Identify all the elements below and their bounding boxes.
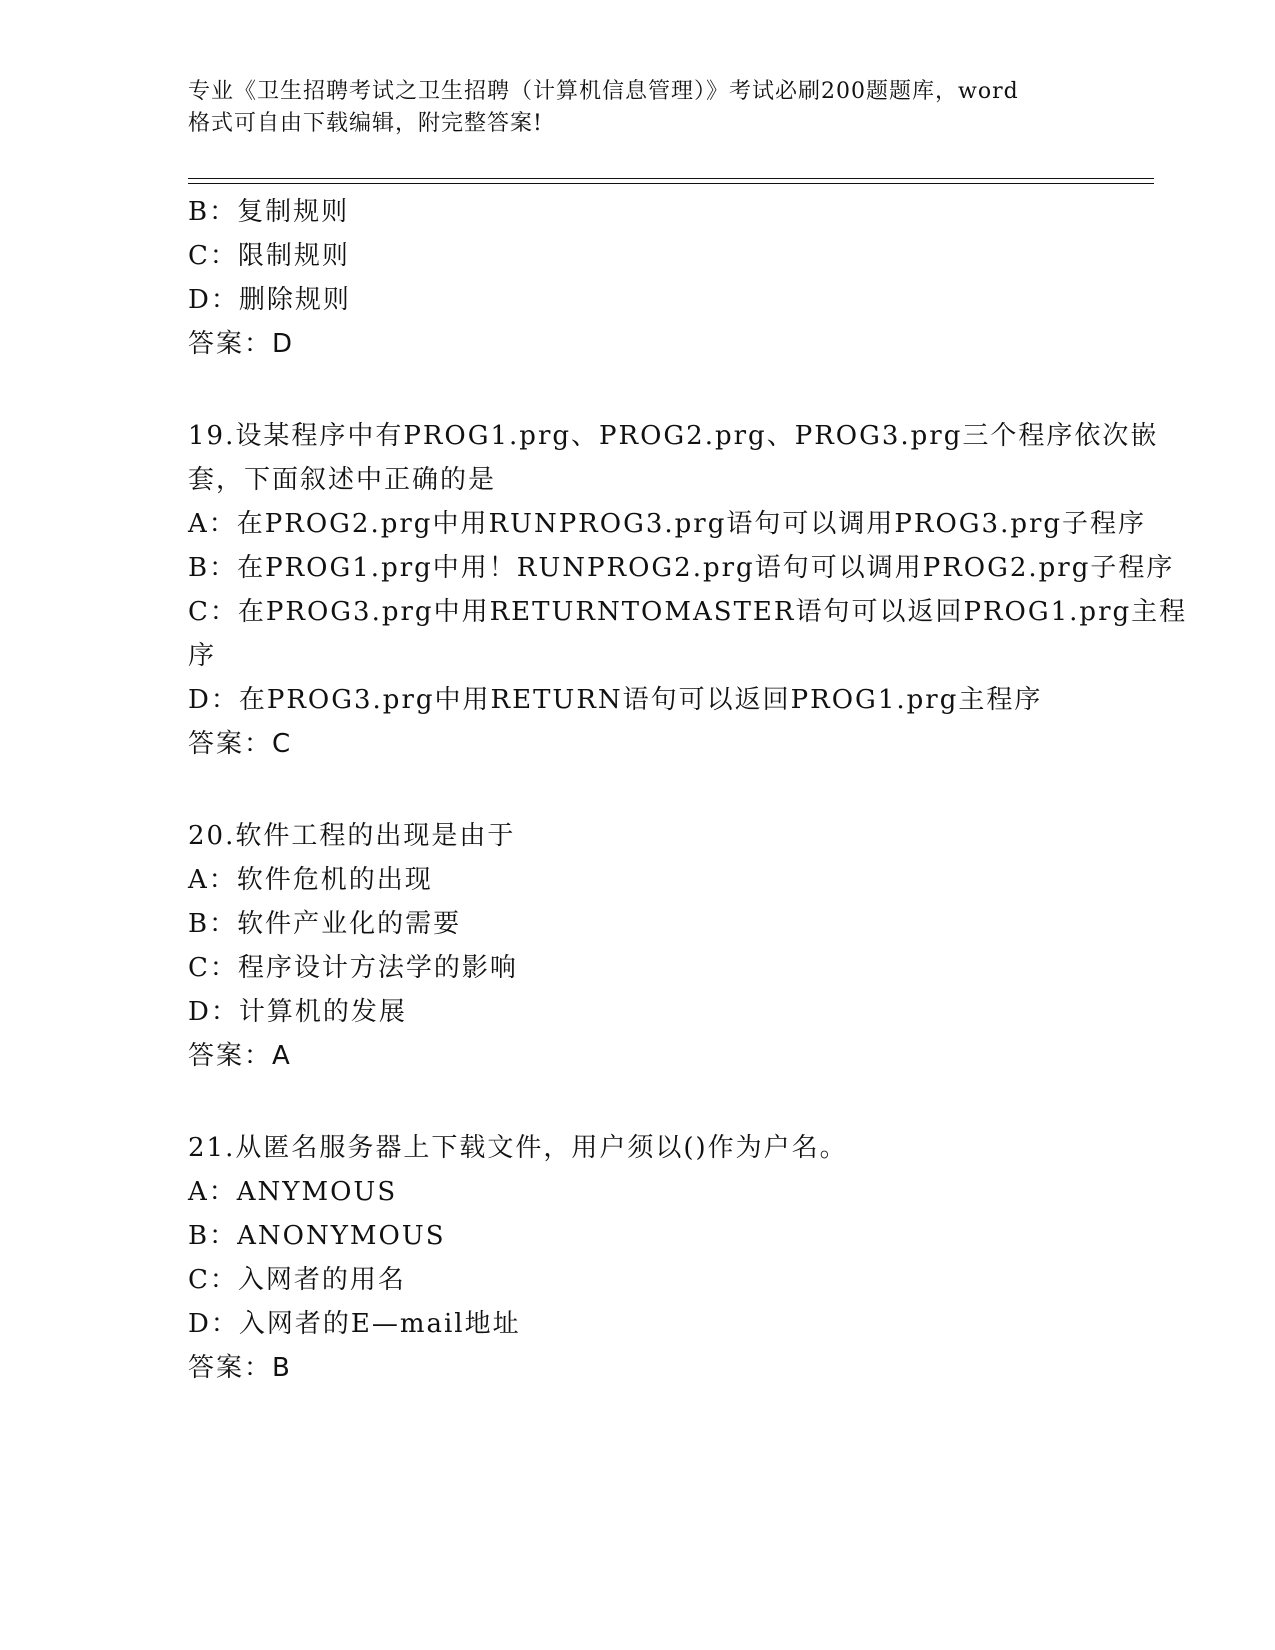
question-20 (188, 814, 1088, 1078)
option-b: B：ANONYMOUS (188, 1221, 446, 1251)
option-d: D：在PROG3.prg中用RETURN语句可以返回PROG1.prg主程序 (188, 685, 1043, 715)
option-d: D：入网者的E—mail地址 (188, 1309, 521, 1339)
question-21 (188, 1126, 1088, 1390)
option-a: A：在PROG2.prg中用RUNPROG3.prg语句可以调用PROG3.prg子程序 (188, 509, 1147, 539)
option-c: C：入网者的用名 (188, 1265, 406, 1295)
option-b: B：复制规则 (188, 197, 350, 227)
option-b: B：在PROG1.prg中用！RUNPROG2.prg语句可以调用PROG2.prg子程序 (188, 553, 1175, 583)
question-list (188, 190, 1188, 1390)
option-b: B：软件产业化的需要 (188, 909, 462, 939)
answer: 答案：B (188, 1353, 292, 1383)
answer: 答案：A (188, 1041, 292, 1071)
answer: 答案：C (188, 729, 293, 759)
option-c: C：在PROG3.prg中用RETURNTOMASTER语句可以返回PROG1.prg主程 (188, 597, 1188, 627)
document-header (188, 76, 1088, 140)
option-a: A：ANYMOUS (188, 1177, 398, 1207)
option-c-cont: 序 (188, 641, 217, 671)
option-a: A：软件危机的出现 (188, 865, 433, 895)
option-c: C：程序设计方法学的影响 (188, 953, 518, 983)
question-stem: 19.设某程序中有PROG1.prg、PROG2.prg、PROG3.prg三个程序依次嵌 (188, 421, 1159, 451)
answer: 答案：D (188, 329, 295, 359)
header-line-2: 格式可自由下载编辑，附完整答案! (188, 111, 543, 136)
question-18 (188, 190, 1088, 366)
question-stem: 20.软件工程的出现是由于 (188, 821, 516, 851)
question-19 (188, 414, 1188, 766)
option-d: D：删除规则 (188, 285, 351, 315)
question-stem-cont: 套，下面叙述中正确的是 (188, 465, 497, 495)
option-c: C：限制规则 (188, 241, 350, 271)
header-rule-top (188, 178, 1154, 179)
header-line-1: 专业《卫生招聘考试之卫生招聘（计算机信息管理）》考试必刷200题题库，word (188, 79, 1019, 104)
option-d: D：计算机的发展 (188, 997, 407, 1027)
question-stem: 21.从匿名服务器上下载文件，用户须以()作为户名。 (188, 1133, 848, 1163)
header-rule-bottom (188, 183, 1154, 184)
